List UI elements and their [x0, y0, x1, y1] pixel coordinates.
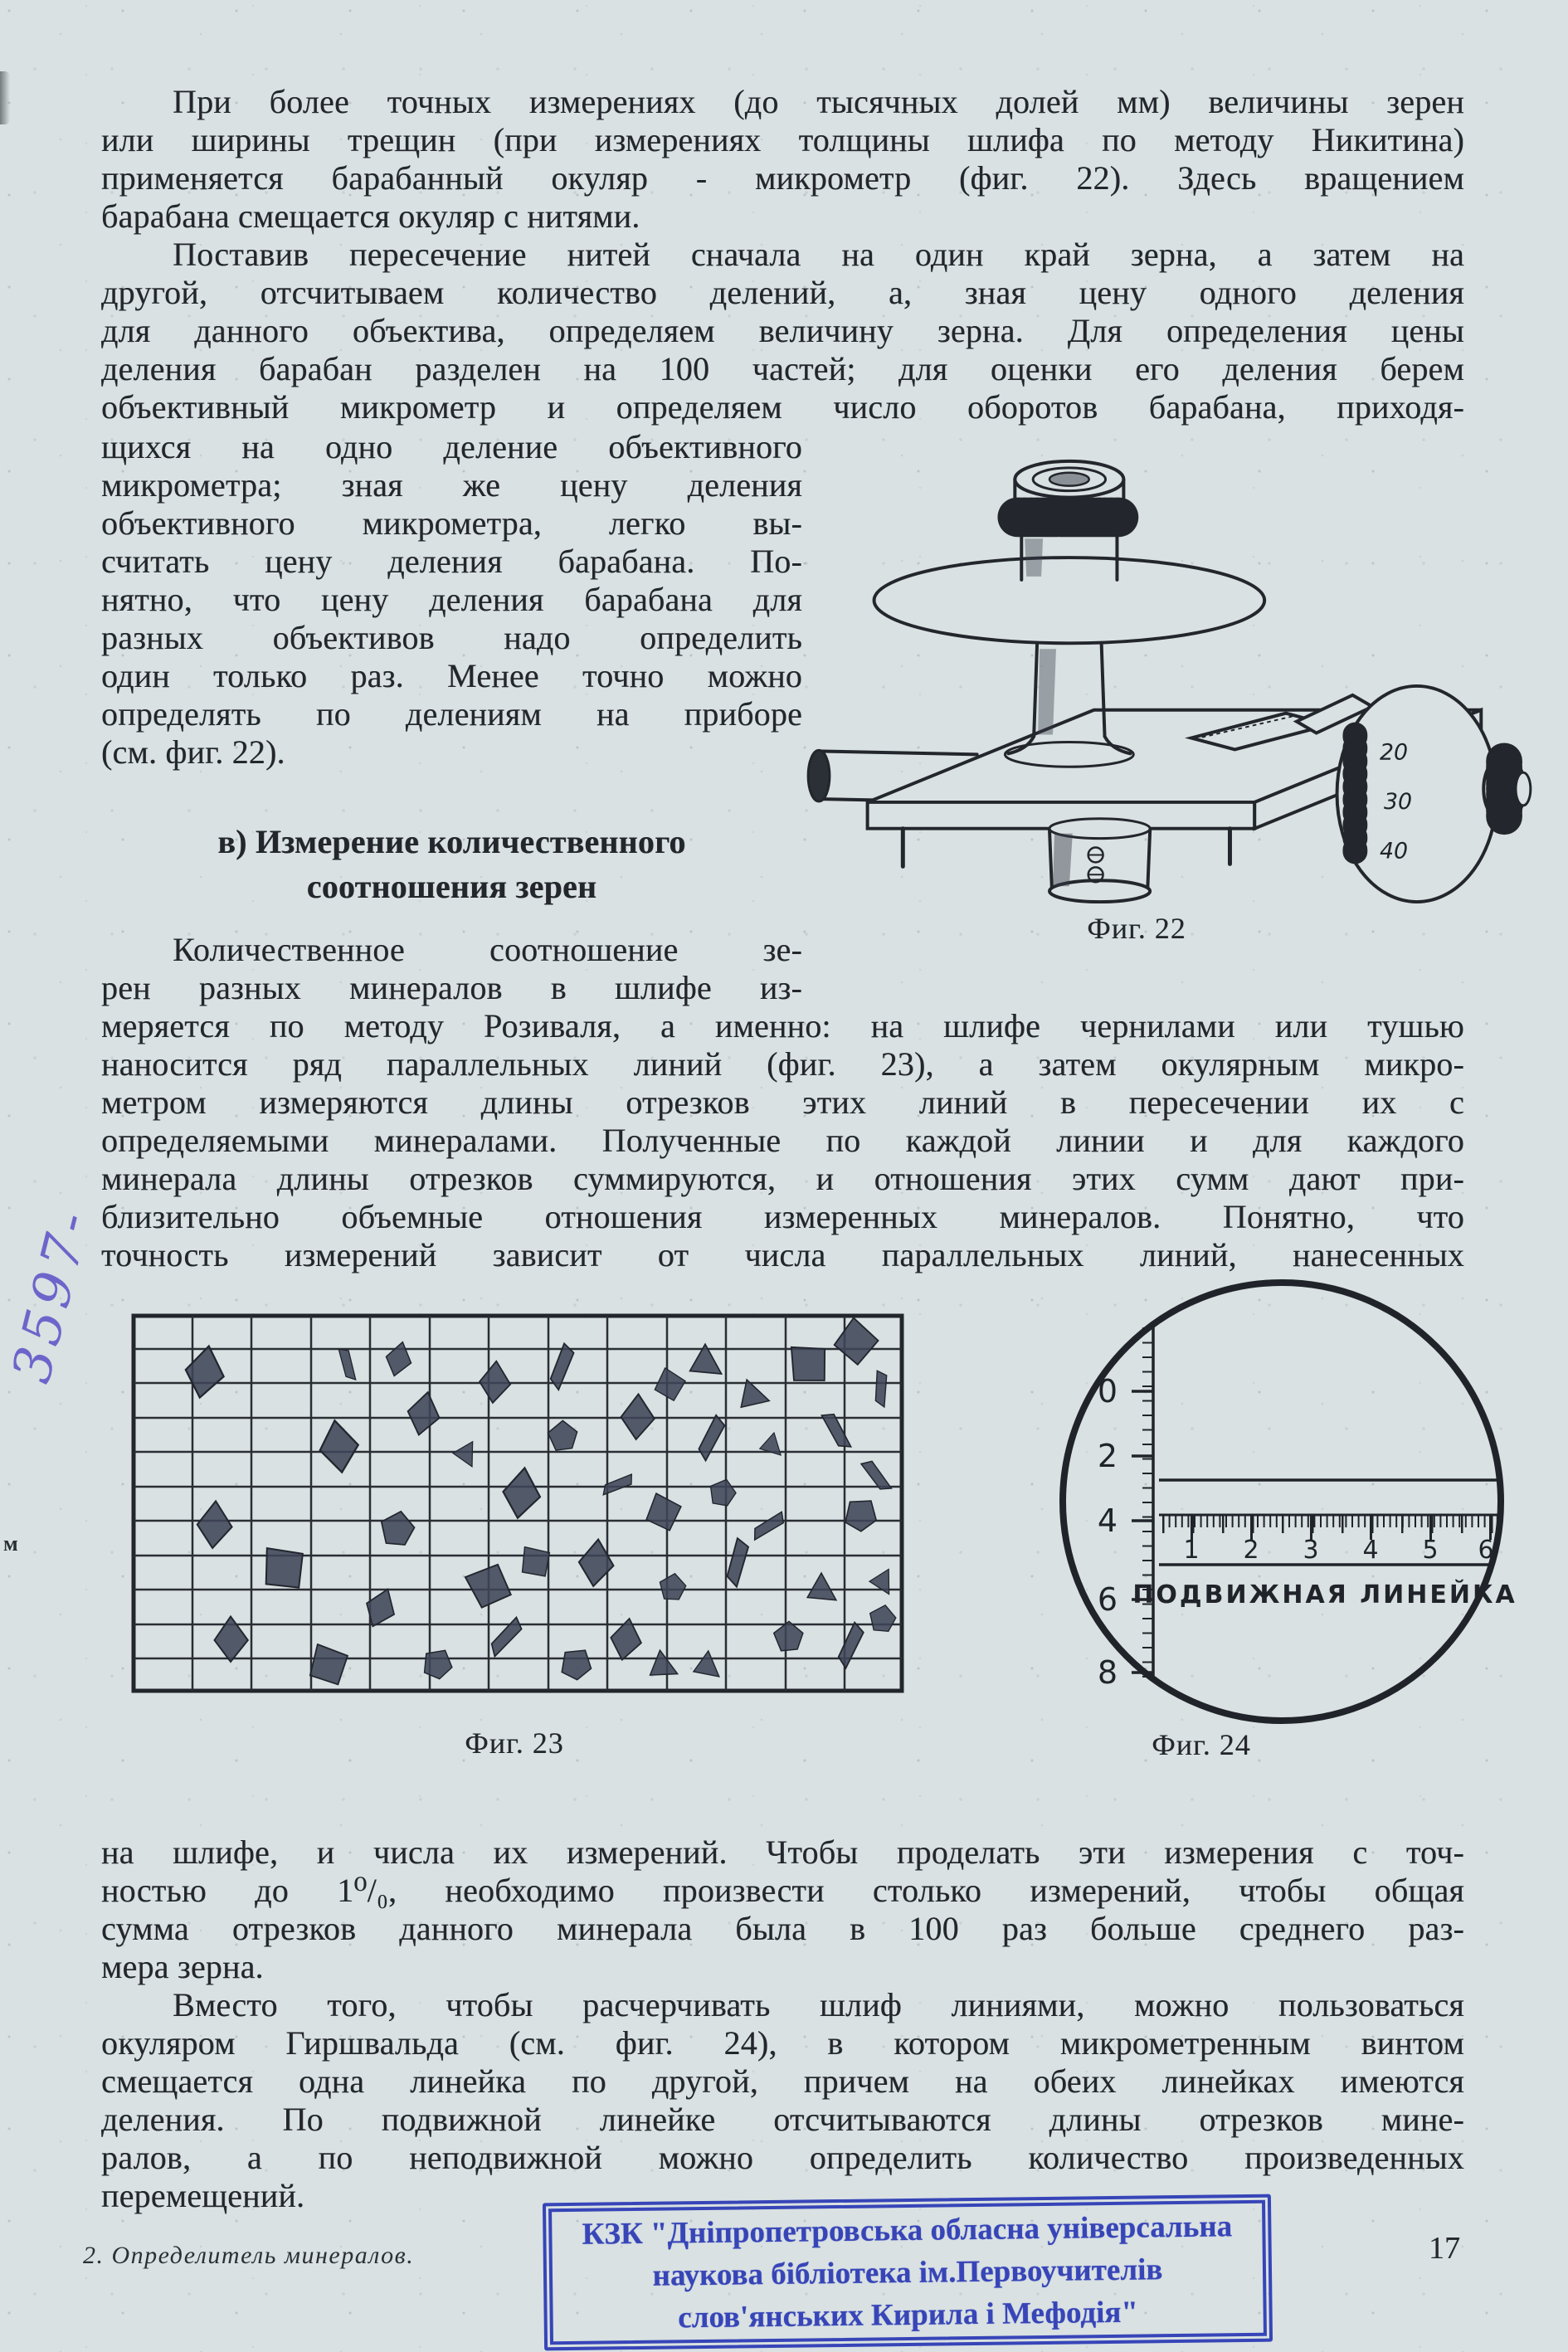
mineral-grains	[182, 1315, 899, 1688]
figure-23-caption: Фиг. 23	[465, 1726, 564, 1760]
scale-number: 0	[1097, 1373, 1118, 1410]
text-line: деления. По подвижной линейке отсчитываются длины отрезков мине-	[101, 2101, 1464, 2138]
fixed-scale	[1132, 1324, 1153, 1679]
drum-number: 30	[1383, 788, 1413, 815]
text-line: меряется по методу Розиваля, а именно: на шлифе чернилами или тушью	[101, 1007, 1464, 1045]
ruler-numbers	[1183, 1536, 1493, 1565]
text-line: ностью до 1⁰/₀, необходимо произвести столько измерений, чтобы общая	[101, 1872, 1464, 1909]
text-line: наносится ряд параллельных линий (фиг. 23), а затем окулярным микро-	[101, 1045, 1464, 1083]
text-line: один только раз. Менее точно можно	[101, 657, 802, 694]
micrometer-disc	[874, 558, 1265, 643]
text-line: или ширины трещин (при измерениях толщины шлифа по методу Никитина)	[101, 121, 1464, 158]
movable-ruler-label: ПОДВИЖНАЯ ЛИНЕЙКА	[1132, 1580, 1517, 1609]
text-line: применяется барабанный окуляр - микрометр (фиг. 22). Здесь вращением	[101, 159, 1464, 197]
margin-mark: м	[3, 1531, 18, 1556]
text-line: сумма отрезков данного минерала была в 100 раз больше среднего раз-	[101, 1910, 1464, 1947]
paragraph-measurement-full	[101, 236, 1464, 426]
paragraph-rosiwal-narrow	[101, 931, 802, 1007]
text-line: соотношения зерен	[306, 868, 597, 905]
ruler-number: 5	[1422, 1536, 1439, 1565]
scale-number: 2	[1097, 1438, 1118, 1474]
text-line: наукова бібліотека ім.Первоучителів	[652, 2252, 1163, 2293]
text-line: минерала длины отрезков суммируются, и отношения этих сумм дают при-	[101, 1160, 1464, 1197]
text-line: (см. фиг. 22).	[101, 733, 285, 771]
scale-number: 6	[1097, 1581, 1118, 1618]
drum-number: 40	[1379, 838, 1409, 864]
text-line: Поставив пересечение нитей сначала на один край зерна, а затем на	[173, 236, 1464, 273]
text-line: определять по делениям на приборе	[101, 695, 802, 733]
paragraph-intro	[101, 83, 1464, 236]
text-line: мера зерна.	[101, 1948, 264, 1985]
text-line: считать цену деления барабана. По-	[101, 543, 802, 580]
section-heading	[101, 820, 802, 909]
footer-edition-note: 2. Определитель минералов.	[83, 2242, 415, 2269]
scan-edge-smudge	[0, 71, 10, 124]
text-line: разных объективов надо определить	[101, 619, 802, 656]
text-line: смещается одна линейка по другой, причем на обеих линейках имеются	[101, 2062, 1464, 2100]
text-line: щихся на одно деление объективного	[101, 428, 802, 465]
drum-scale-numbers	[1380, 739, 1412, 864]
text-line: на шлифе, и числа их измерений. Чтобы проделать эти измерения с точ-	[101, 1833, 1464, 1871]
figure-24-eyepiece-illustration	[1016, 1276, 1547, 1737]
text-line: объективный микрометр и определяем число оборотов барабана, приходя-	[101, 388, 1464, 426]
text-line: в) Измерение количественного	[217, 823, 686, 860]
paragraph-measurement-narrow	[101, 428, 802, 772]
text-line: перемещений.	[101, 2177, 305, 2214]
paragraph-hirschwald	[101, 1986, 1464, 2215]
eyepiece-field-circle	[1063, 1283, 1501, 1721]
scale-number: 8	[1097, 1654, 1118, 1691]
graduated-drum	[1337, 686, 1531, 902]
paragraph-accuracy	[101, 1833, 1464, 1986]
text-line: другой, отсчитываем количество делений, а, зная цену одного деления	[101, 274, 1464, 311]
figure-24-caption: Фиг. 24	[1152, 1728, 1251, 1761]
movable-ruler	[1159, 1480, 1500, 1565]
text-line: объективного микрометра, легко вы-	[101, 504, 802, 542]
paragraph-rosiwal-full	[101, 1007, 1464, 1274]
page-number: 17	[1429, 2231, 1460, 2266]
ruler-number: 2	[1243, 1536, 1259, 1565]
figure-22-caption: Фиг. 22	[1087, 912, 1186, 945]
text-line: точность измерений зависит от числа параллельных линий, нанесенных	[101, 1236, 1464, 1273]
text-line: микрометра; зная же цену деления	[101, 466, 802, 504]
text-line: барабана смещается окуляр с нитями.	[101, 197, 640, 235]
library-stamp	[543, 2194, 1273, 2351]
text-line: окуляром Гиршвальда (см. фиг. 24), в котором микрометренным винтом	[101, 2024, 1464, 2062]
figure-23-grid-illustration	[131, 1313, 904, 1693]
ruler-number: 6	[1478, 1536, 1494, 1565]
text-line: нятно, что цену деления барабана для	[101, 581, 802, 618]
central-column	[1005, 642, 1133, 767]
text-line: При более точных измерениях (до тысячных долей мм) величины зерен	[173, 83, 1464, 120]
handwritten-margin-number: 3597-	[1, 1201, 104, 1390]
text-line: для данного объектива, определяем величину зерна. Для определения цены	[101, 312, 1464, 349]
text-line: близительно объемные отношения измеренных минералов. Понятно, что	[101, 1198, 1464, 1235]
ruler-number: 3	[1303, 1536, 1319, 1565]
ruler-number: 1	[1183, 1536, 1200, 1565]
text-line: метром измеряются длины отрезков этих линий в пересечении их с	[101, 1083, 1464, 1121]
text-line: слов'янських Кирила і Мефодія"	[678, 2295, 1139, 2335]
text-line: определяемыми минералами. Полученные по каждой линии и для каждого	[101, 1122, 1464, 1159]
lower-cylinder	[1049, 819, 1150, 902]
text-line: Количественное соотношение зе-	[173, 931, 802, 968]
text-line: КЗК "Дніпропетровська обласна універсальна	[582, 2208, 1233, 2252]
scale-number: 4	[1097, 1502, 1118, 1539]
drum-number: 20	[1379, 739, 1409, 766]
text-line: деления барабан разделен на 100 частей; для оценки его деления берем	[101, 350, 1464, 387]
ruler-number: 4	[1362, 1536, 1379, 1565]
figure-22-micrometer-illustration	[803, 448, 1533, 909]
text-line: рен разных минералов в шлифе из-	[101, 969, 802, 1006]
text-line: Вместо того, чтобы расчерчивать шлиф линиями, можно пользоваться	[173, 1986, 1464, 2023]
text-line: ралов, а по неподвижной можно определить количество произведенных	[101, 2139, 1464, 2176]
